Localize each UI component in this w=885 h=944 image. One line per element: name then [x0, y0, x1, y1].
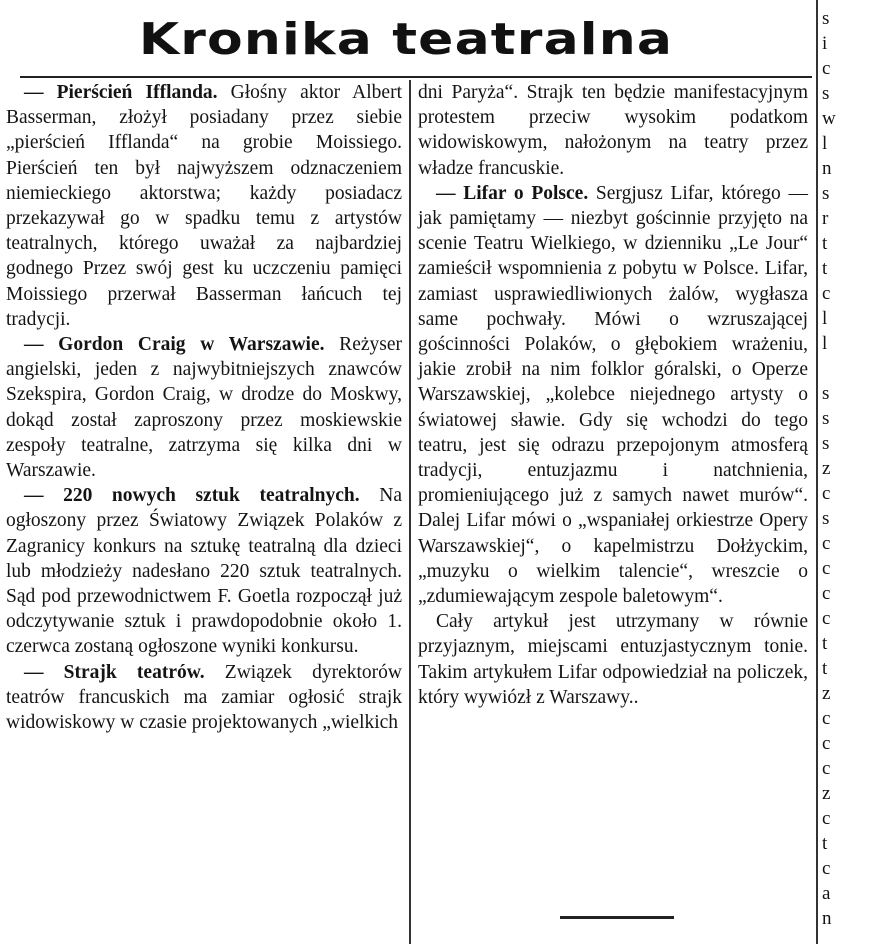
edge-letter: s — [822, 508, 830, 529]
edge-letter: t — [822, 233, 828, 254]
edge-letter: w — [822, 108, 836, 129]
edge-letter: t — [822, 258, 828, 279]
article-lifar — [418, 181, 808, 609]
article-heading: — Pierścień Ifflanda. — [24, 82, 218, 103]
article-strike — [6, 660, 402, 736]
edge-letter: t — [822, 658, 828, 679]
article-gordon-craig — [6, 332, 402, 483]
article-text: Sergjusz Lifar, którego — jak pamiętamy — niezbyt gościnnie przyjęto na scenie Teatru Wielkiego, w dzienniku „Le Jour“ zamieścił wspomnienia z pobytu w Polsce. Lifar, zamiast usprawiedliwionych żalów, wygłasza same pochwały. Mówi o wzruszającej gościnności Polaków, o głębokiem wrażeniu, jakie zrobił na nim folklor góralski, o Operze Warszawskiej, „kolebce niejednego artysty o światowej sławie. Gdy się wchodzi do tego teatru, jest się odrazu przepojonym atmosferą tradycji, entuzjazmu i natchnienia, promieniującego już z samych nawet murów“. Dalej Lifar mówi o „wspaniałej orkiestrze Opery Warszawskiej“, o kapelmistrzu Dołżyckim, „muzyku o wielkim talencie“, wreszcie o „zdumiewającym zespole baletowym“. — [418, 182, 809, 608]
edge-letter: c — [822, 733, 831, 754]
edge-letter: s — [822, 408, 830, 429]
page-title: Kronika teatralna — [138, 14, 674, 65]
edge-letter: z — [822, 683, 831, 704]
edge-letter: l — [822, 333, 828, 354]
adjacent-column-fragment — [822, 6, 836, 931]
title-rule — [20, 76, 812, 78]
edge-letter: s — [822, 183, 830, 204]
edge-letter — [822, 356, 836, 381]
article-220-plays — [6, 483, 402, 659]
edge-letter: c — [822, 533, 831, 554]
edge-letter: c — [822, 608, 831, 629]
article-text: Związek dyrektorów teatrów francuskich ma zamiar ogłosić strajk widowiskowy w czasie projektowanych „wielkich — [6, 661, 402, 734]
edge-letter: c — [822, 858, 831, 879]
right-edge-divider — [816, 0, 818, 944]
edge-letter: i — [822, 33, 828, 54]
edge-letter: c — [822, 558, 831, 579]
article-text: Reżyser angielski, jeden z najwybitniejszych znawców Szekspira, Gordon Craig, w drodze do Moskwy, dokąd został zaproszony przez moskiewskie zespoły teatralne, zatrzyma się kilka dni w Warszawie. — [6, 334, 402, 482]
article-text: Na ogłoszony przez Światowy Związek Polaków z Zagranicy konkurs na sztukę teatralną dla dzieci lub młodzieży nadesłano 220 sztuk teatralnych. Sąd pod przewodnictwem F. Goetla rozpoczął już odczytywanie sztuk i prawdopodobnie około 1. czerwca zostaną ogłoszone wyniki konkursu. — [6, 485, 402, 658]
edge-letter: c — [822, 483, 831, 504]
edge-letter: z — [822, 783, 831, 804]
edge-letter: l — [822, 308, 828, 329]
edge-letter: t — [822, 833, 828, 854]
edge-letter: t — [822, 633, 828, 654]
edge-letter: z — [822, 458, 831, 479]
edge-letter: s — [822, 433, 830, 454]
left-column — [6, 80, 402, 735]
edge-letter: c — [822, 583, 831, 604]
edge-letter: r — [822, 208, 829, 229]
article-text: dni Paryża“. Strajk ten będzie manifestacyjnym protestem przeciw wysokim podatkom widowiskowym, nałożonym na teatry przez władze francuskie. — [418, 82, 808, 179]
edge-letter: s — [822, 83, 830, 104]
edge-letter: n — [822, 908, 832, 929]
edge-letter: n — [822, 158, 832, 179]
edge-letter: c — [822, 808, 831, 829]
article-text: Cały artykuł jest utrzymany w równie przyjaznym, miejscami entuzjastycznym tonie. Takim artykułem Lifar odpowiedział na policzek, który wywiózł z Warszawy.. — [418, 611, 808, 708]
edge-letter: a — [822, 883, 831, 904]
end-of-article-rule — [560, 916, 674, 919]
article-heading: — Strajk teatrów. — [24, 661, 205, 683]
article-strike-continued — [418, 80, 808, 181]
article-heading: — 220 nowych sztuk teatralnych. — [24, 485, 360, 507]
edge-letter: l — [822, 133, 828, 154]
article-heading: — Lifar o Polsce. — [436, 182, 589, 204]
edge-letter: c — [822, 708, 831, 729]
edge-letter: c — [822, 758, 831, 779]
edge-letter: s — [822, 383, 830, 404]
edge-letter: c — [822, 283, 831, 304]
right-column — [418, 80, 808, 710]
column-divider — [409, 80, 411, 944]
article-text: Głośny aktor Albert Basserman, złożył posiadany przez siebie „pierścień Ifflanda“ na grobie Moissiego. Pierścień ten był najwyższem odznaczeniem niemieckiego aktorstwa; każdy posiadacz przekazywał go w spadku temu z artystów teatralnych, którego uważał za najbardziej godnego Przez swój gest ku uczczeniu pamięci Moissiego przerwał Basserman łańcuch tej tradycji. — [6, 82, 402, 330]
edge-letter: s — [822, 8, 830, 29]
article-heading: — Gordon Craig w Warszawie. — [24, 334, 325, 356]
edge-letter: c — [822, 58, 831, 79]
article-iffland — [6, 80, 402, 332]
article-lifar-conclusion — [418, 609, 808, 710]
